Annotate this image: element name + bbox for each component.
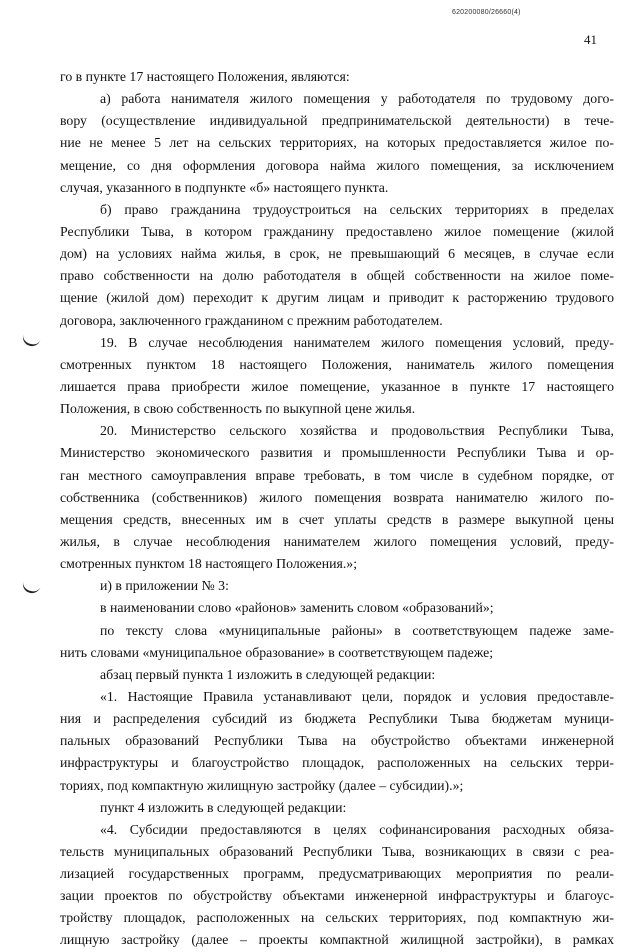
text-line: ган местного самоуправления вправе требовать, в том числе в судебном порядке, от [60,467,614,483]
text-line: тельств муниципальных образований Республики Тыва, возникающих в связи с реа- [60,843,614,859]
paragraph [60,597,614,619]
paragraph [60,620,614,664]
text-line: тройству площадок, расположенных на сельских территориях, под компактную жи- [60,910,614,926]
text-line: жилья, в случае несоблюдения нанимателем жилого помещения условий, преду- [60,533,614,549]
text-line: инфраструктуры и благоустройство площадок, расположенных на сельских терри- [60,755,614,771]
text-line: Положения, в свою собственность по выкупной цене жилья. [60,401,416,417]
text-line: «1. Настоящие Правила устанавливают цели, порядок и условия предоставле- [100,688,614,704]
text-line: б) право гражданина трудоустроиться на сельских территориях в пределах [100,201,614,217]
text-line: 19. В случае несоблюдения нанимателем жилого помещения условий, преду- [100,334,614,350]
text-line: абзац первый пункта 1 изложить в следующей редакции: [100,666,436,682]
text-line: и) в приложении № 3: [100,578,229,594]
text-line: го в пункте 17 настоящего Положения, являются: [60,69,350,84]
text-line: пункт 4 изложить в следующей редакции: [100,799,347,815]
text-line: смотренных пунктом 18 настоящего Положения.»; [60,556,358,572]
text-line: по тексту слова «муниципальные районы» в соответствующем падеже заме- [100,622,614,638]
paragraph [60,797,614,819]
document-body [60,66,614,952]
paragraph [60,819,614,952]
document-registration-code: 620200080/26660(4) [452,9,521,16]
text-line: дом) на условиях найма жилья, в срок, не превышающий 6 месяцев, в случае если [60,246,614,262]
text-line: в наименовании слово «районов» заменить словом «образований»; [100,600,494,616]
page-number: 41 [584,32,597,47]
text-line: Республики Тыва, в котором гражданину предоставлено жилое помещение (жилой [60,223,614,239]
text-line: случая, указанного в подпункте «б» настоящего пункта. [60,179,389,195]
paragraph [60,66,614,88]
paragraph [60,420,614,575]
paragraph [60,575,614,597]
paragraph [60,664,614,686]
text-line: лишается права приобрести жилое помещение, указанное в пункте 17 настоящего [60,378,614,394]
text-line: Министерство экономического развития и промышленности Республики Тыва и ор- [60,445,614,461]
text-line: пальных образований Республики Тыва на обустройство объектами инженерной [60,733,614,749]
paragraph [60,199,614,332]
text-line: мещение, со дня оформления договора найма жилого помещения, за исключением [60,157,614,173]
text-line: щение (жилой дом) переходит к другим лицам и приводит к расторжению трудового [60,290,614,306]
text-line: вору (осуществление индивидуальной предпринимательской деятельности) в тече- [60,113,614,129]
text-line: нить словами «муниципальное образование» в соответствующем падеже; [60,644,494,660]
text-line: договора, заключенного гражданином с прежним работодателем. [60,312,443,328]
text-line: ториях, под компактную жилищную застройку (далее – субсидии).»; [60,777,464,793]
text-line: смотренных пунктом 18 настоящего Положения, наниматель жилого помещения [60,356,614,372]
text-line: а) работа нанимателя жилого помещения у работодателя по трудовому дого- [100,91,614,107]
text-line: 20. Министерство сельского хозяйства и продовольствия Республики Тыва, [100,423,614,439]
text-line: лизацией государственных программ, предусматривающих мероприятия по реали- [60,866,614,882]
text-line: ние не менее 5 лет на сельских территориях, на которых предоставляется жилое по- [60,135,614,151]
text-line: ния и распределения субсидий из бюджета Республики Тыва бюджетам муници- [60,711,614,727]
text-line: право собственности на долю работодателя в общей собственности на жилое поме- [60,268,614,284]
paragraph [60,88,614,199]
paragraph [60,686,614,797]
paragraph [60,332,614,421]
text-line: лищную застройку (далее – проекты компактной жилищной застройки), в рамках [60,932,614,948]
text-line: зации проектов по обустройству объектами инженерной инфраструктуры и благоус- [60,888,614,904]
scan-mark [21,332,42,349]
text-line: «4. Субсидии предоставляются в целях софинансирования расходных обяза- [100,821,614,837]
scan-mark [21,579,42,596]
text-line: собственника (собственников) жилого помещения возврата нанимателю жилого по- [60,489,614,505]
text-line: мещения средств, внесенных им в счет уплаты средств в размере выкупной цены [60,511,614,527]
